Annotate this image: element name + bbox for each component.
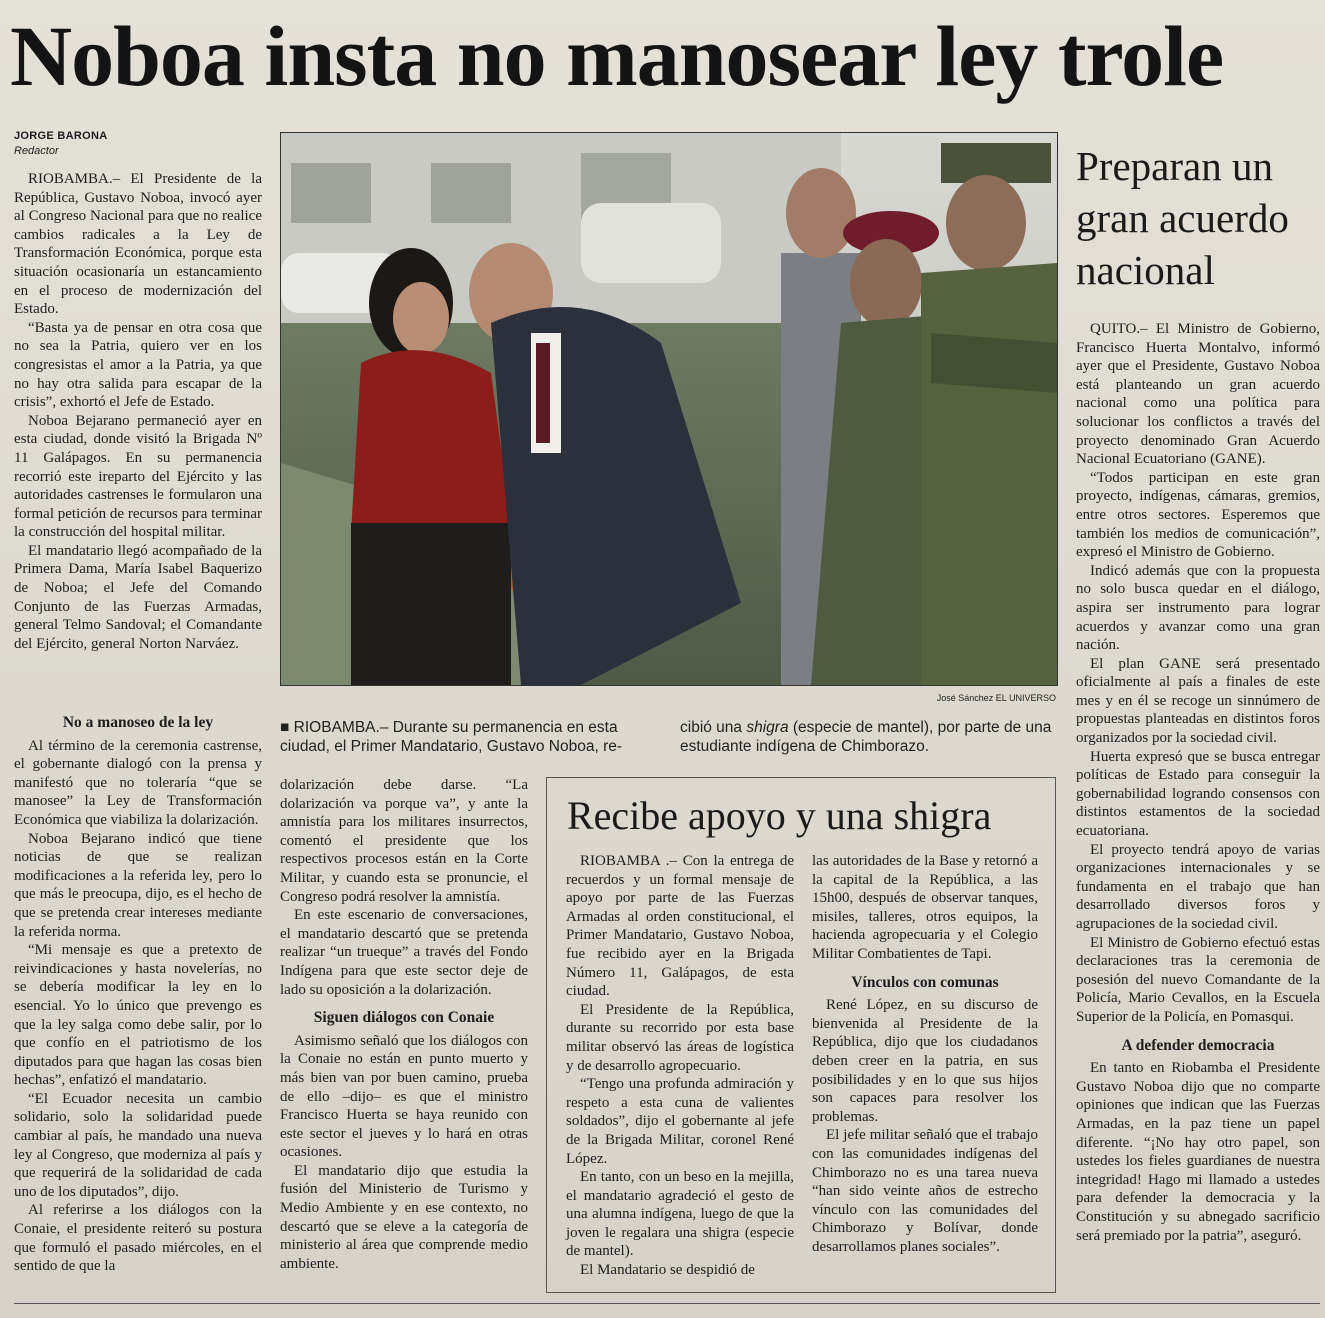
paragraph: El plan GANE será presentado oficialmente al país a finales de este mes y en él se recoge un sinnúmero de propuestas planteadas en distintos foros organizados por la sociedad civil. [1076, 655, 1320, 747]
paragraph: El Presidente de la República, durante su recorrido por esta base militar observó las áreas de logística y de desarrollo agropecuario. [566, 1001, 794, 1074]
paragraph: dolarización debe darse. “La dolarización va porque va”, y ante la amnistía para los militares insurrectos, comentó el presidente que los respectivos procesos están en la Corte Militar, y cuando esta se pronuncie, el Congreso podrá resolver la amnistía. [280, 777, 528, 905]
byline-name: JORGE BARONA [14, 130, 108, 142]
paragraph: El Ministro de Gobierno efectuó estas declaraciones tras la ceremonia de posesión del nuevo Comandante de la Policía, Mario Cevallos, en la Escuela Superior de la Policía, en Pomasqui. [1076, 934, 1320, 1025]
side-article-title: Preparan un gran acuerdo nacional [1076, 143, 1289, 293]
paragraph: “Basta ya de pensar en otra cosa que no sea la Patria, quiero ver en los congresistas el amor a la Patria, ya que no hay otra salida para escapar de la crisis”, exhortó el Jefe de Estado. [14, 319, 262, 411]
news-photo [280, 132, 1058, 686]
byline-role: Redactor [14, 145, 59, 157]
boxed-article-column-1 [566, 852, 794, 1280]
headline: Noboa insta no manosear ley trole [10, 8, 1224, 104]
subheading: A defender democracia [1121, 1036, 1275, 1054]
caption-part-2 [680, 718, 1060, 756]
caption-text: cibió una [680, 719, 747, 736]
paragraph: René López, en su discurso de bienvenida al Presidente de la República, dijo que los ciudadanos deben creer en la patria, en sus posibilidades y en lo que sus hijos son capaces para resolver los problemas. [812, 997, 1038, 1125]
photo-illustration [281, 133, 1057, 685]
paragraph: RIOBAMBA.– El Presidente de la República, Gustavo Noboa, invocó ayer al Congreso Nacional para que no realice cambios radicales a la Ley de Transformación Económica, porque esta situación ocasionaría un estancamiento en el proceso de modernización del Estado. [14, 171, 262, 318]
paragraph: “Mi mensaje es que a pretexto de reivindicaciones y hasta novelerías, no se debería modificar la ley en lo esencial. Yo lo único que prevengo es que la ley salga como debe salir, por lo que confío en el patriotismo de los diputados para que hagan las cosas bien hechas”, enfatizó el mandatario. [14, 942, 262, 1089]
subheading: Vínculos con comunas [851, 973, 999, 991]
subheading: Siguen diálogos con Conaie [313, 1009, 495, 1027]
paragraph: Indicó además que con la propuesta no solo busca quedar en el diálogo, aspira ser instrumento para lograr acuerdos y avanzar como una gran nación. [1076, 562, 1320, 654]
paragraph: las autoridades de la Base y retornó a la capital de la República, a las 15h00, después de observar tanques, misiles, talleres, otros equipos, la hacienda agropecuaria y el Colegio Militar Combatientes de Tapi. [812, 853, 1038, 962]
boxed-article-column-2 [812, 852, 1038, 1256]
caption-part-1: ■ RIOBAMBA.– Durante su permanencia en esta ciudad, el Primer Mandatario, Gustavo Noboa, re- [280, 719, 623, 755]
paragraph: El proyecto tendrá apoyo de varias organizaciones internacionales y se fundamenta en el trabajo que han desarrollado diversos foros y agrupaciones de la sociedad civil. [1076, 841, 1320, 932]
paragraph: RIOBAMBA .– Con la entrega de recuerdos y un formal mensaje de apoyo por parte de las Fuerzas Armadas al orden constitucional, el Primer Mandatario, Gustavo Noboa, fue recibido ayer en la Brigada Número 11, Galápagos, de esta ciudad. [566, 853, 794, 1000]
paragraph: Huerta expresó que se busca entregar políticas de Estado para conseguir la gobernabilidad logrando consensos con distintos estamentos de la sociedad ecuatoriana. [1076, 748, 1320, 840]
article-column-2 [280, 776, 528, 1273]
photo-credit: José Sánchez EL UNIVERSO [936, 693, 1056, 703]
paragraph: En tanto, con un beso en la mejilla, el mandatario agradeció el gesto de una alumna indígena, luego de que la joven le regalara una shigra (especie de mantel). [566, 1169, 794, 1260]
bottom-rule [14, 1303, 1320, 1304]
paragraph: Noboa Bejarano indicó que tiene noticias de que se realizan modificaciones a la referida ley, pero lo que más le preocupa, dijo, es el hecho de que se pretenda crear intereses mediante la referida norma. [14, 830, 262, 940]
caption-text: (especie de mantel), por parte de una estudiante indígena de Chimborazo. [680, 719, 1052, 755]
article-column-1 [14, 170, 262, 653]
paragraph: El Mandatario se despidió de [580, 1262, 755, 1279]
paragraph: Asimismo señaló que los diálogos con la Conaie no están en punto muerto y más bien van por buen camino, prueba de ello –dijo– es que el ministro Francisco Huerta se haya reunido con este sector el jueves y lo hará en otras ocasiones. [280, 1032, 528, 1161]
byline [14, 129, 107, 159]
paragraph: El mandatario dijo que estudia la fusión del Ministerio de Turismo y Medio Ambiente y en ese contexto, no descartó que se eleve a la categoría de ministerio al área que comprende medio ambiente. [280, 1162, 528, 1272]
paragraph: QUITO.– El Ministro de Gobierno, Francisco Huerta Montalvo, informó ayer que el Presidente, Gustavo Noboa está planteando un gran acuerdo nacional como una política para solucionar los conflictos a través del proyecto denominado Gran Acuerdo Nacional Ecuatoriano (GANE). [1076, 321, 1320, 468]
paragraph: El jefe militar señaló que el trabajo con las comunidades indígenas del Chimborazo no es una tarea nueva “han sido veinte años de estrecho vínculo con las comunidades del Chimborazo y Bolívar, donde desarrollamos planes sociales”. [812, 1127, 1038, 1255]
paragraph: “El Ecuador necesita un cambio solidario, solo la solidaridad puede cambiar al país, he mandado una nueva ley al Congreso, que moderniza al país y que requerirá de la solidaridad de cada uno de los diputados”, dijo. [14, 1090, 262, 1200]
paragraph: “Todos participan en este gran proyecto, indígenas, cámaras, gremios, entre otros sectores. Esperemos que también los medios de comunicación”, expresó el Ministro de Gobierno. [1076, 469, 1320, 561]
subheading: No a manoseo de la ley [62, 714, 214, 731]
paragraph: En este escenario de conversaciones, el mandatario descartó que se pretenda realizar “un trueque” a través del Fondo Indígena para que este sector deje de lado su oposición a la dolarización. [280, 907, 528, 998]
paragraph: El mandatario llegó acompañado de la Primera Dama, María Isabel Baquerizo de Noboa; el Jefe del Comando Conjunto de las Fuerzas Armadas, general Telmo Sandoval; el Comandante del Ejército, general Norton Narváez. [14, 542, 262, 652]
paragraph: Al término de la ceremonia castrense, el gobernante dialogó con la prensa y manifestó que no toleraría “que se manosee” la Ley de Transformación Económica que viabiliza la dolarización. [14, 737, 262, 828]
paragraph: Al referirse a los diálogos con la Conaie, el presidente reiteró su postura que formuló el pasado miércoles, en el sentido de que la [14, 1202, 262, 1275]
caption-emphasis: shigra [746, 719, 789, 736]
boxed-article-title: Recibe apoyo y una shigra [567, 793, 992, 838]
side-article-column [1076, 320, 1320, 1245]
article-column-1-lower [14, 704, 262, 1276]
paragraph: “Tengo una profunda admiración y respeto a esta cuna de valientes soldados”, dijo el gobernante al jefe de la Brigada Militar, coronel René López. [566, 1076, 794, 1167]
paragraph: Noboa Bejarano permaneció ayer en esta ciudad, donde visitó la Brigada Nº 11 Galápagos. En su permanencia recorrió este ireparto del Ejército y las autoridades castrenses le formularon una formal petición de recursos para terminar la construcción del hospital militar. [14, 412, 262, 541]
paragraph: En tanto en Riobamba el Presidente Gustavo Noboa dijo que no comparte opiniones que indican que las Fuerzas Armadas, en la paz tiene un papel diferente. “¡No hay otro papel, son ustedes los fieles guardianes de nuestra integridad! Hago mi llamado a ustedes para defender la democracia y la Constitución y su abnegado sacrificio será premiado por la patria”, aseguró. [1076, 1060, 1320, 1244]
